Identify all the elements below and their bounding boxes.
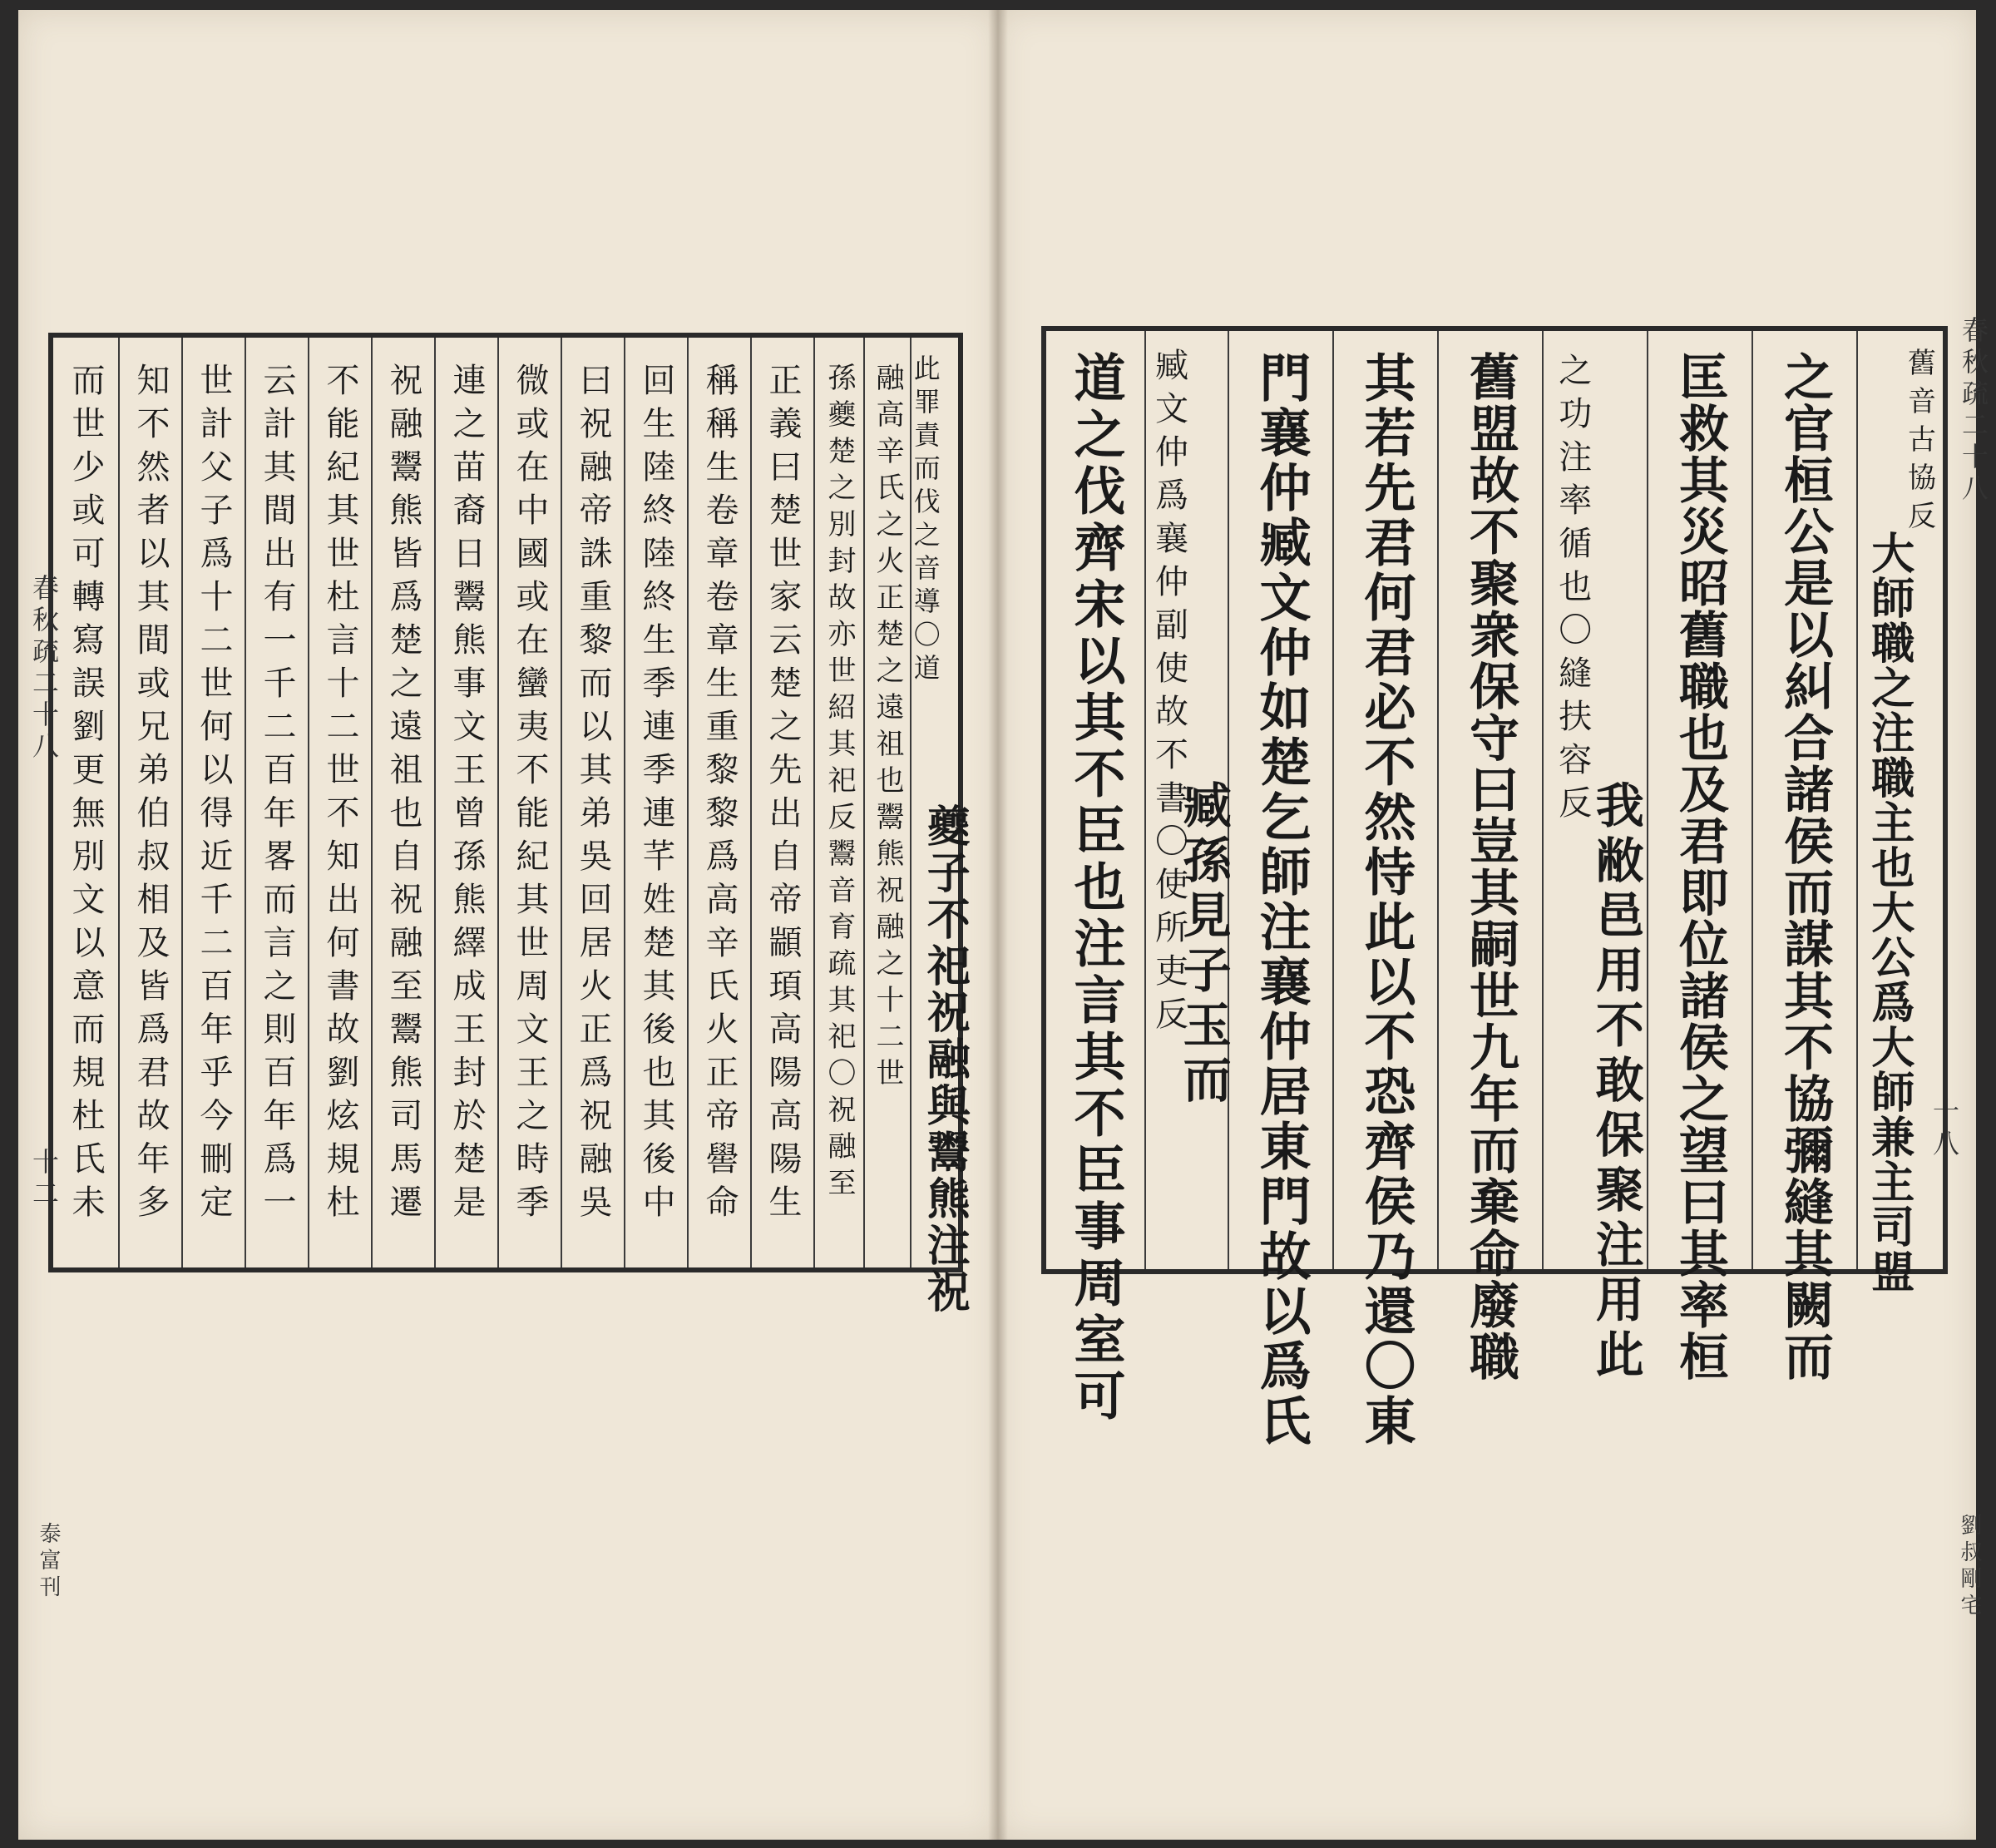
text-column: 孫夔楚之別封故亦世紹其祀反鬻音育疏其祀〇祝融至 [815,338,865,1267]
text-column-large: 此罪責而伐之音導〇道 夔子不祀祝融與鬻熊注祝 [909,354,971,1316]
text-column: 世計父子爲十二世何以得近千二百年乎今刪定 [183,338,246,1267]
right-margin-title: 春秋疏二十八 [1958,316,1989,506]
text-column: 臧文仲爲襄仲副使故不書〇使所吏反 臧孫見子玉而 [1146,331,1229,1269]
text-column: 不能紀其世杜言十二世不知出何書故劉炫規杜 [309,338,373,1267]
text-column-large: 舊盟故不聚衆保守曰豈其嗣世九年而棄命廢職 [1439,331,1544,1269]
text-column: 微或在中國或在蠻夷不能紀其世周文王之時季 [499,338,562,1267]
text-column-large: 匡救其災昭舊職也及君即位諸侯之望曰其率桓 [1648,331,1753,1269]
right-text-frame [1041,326,1948,1449]
text-column: 祝融鬻熊皆爲楚之遠祖也自祝融至鬻熊司馬遷 [373,338,436,1267]
text-column: 連之苗裔日鬻熊事文王曾孫熊繹成王封於楚是 [436,338,499,1267]
text-column: 回生陸終陸終生季連季連芊姓楚其後也其後中 [625,338,689,1267]
text-column-large: 門襄仲臧文仲如楚乞師注襄仲居東門故以爲氏 [1229,331,1334,1269]
text-column: 融高辛氏之火正楚之遠祖也鬻熊祝融之十二世 [865,338,912,1267]
text-column-large: 道之伐齊宋以其不臣也注言其不臣事周室可 [1046,331,1146,1269]
book-gutter [988,10,1008,1840]
text-column-large: 之官桓公是以糾合諸侯而謀其不協彌縫其闕而 [1753,331,1858,1269]
text-column: 稱稱生卷章卷章生重黎黎爲高辛氏火正帝嚳命 [689,338,752,1267]
right-publisher: 劉叔剛宅 [1957,1514,1982,1620]
left-folio: 十二 [28,1148,60,1211]
text-column: 云計其間出有一千二百年畧而言之則百年爲一 [246,338,309,1267]
left-margin-title: 春秋疏二十八 [28,574,60,763]
left-text-frame [48,333,971,1316]
text-column: 舊音古協反 大師職之注職主也大公爲大師兼主司盟 [1863,348,1936,1294]
text-column: 而世少或可轉寫誤劉更無別文以意而規杜氏未 [53,338,120,1267]
text-column: 知不然者以其間或兄弟伯叔相及皆爲君故年多 [120,338,183,1267]
right-folio: 十八 [1929,1098,1960,1161]
text-column: 正義曰楚世家云楚之先出自帝顓頊高陽高陽生 [752,338,815,1267]
left-publisher: 泰富刊 [36,1522,61,1602]
text-column: 之功注率循也〇縫扶容反 我敝邑用不敢保聚注用此 [1544,331,1648,1269]
text-column: 曰祝融帝誅重黎而以其弟吳回居火正爲祝融吳 [562,338,625,1267]
text-column-large: 其若先君何君必不然恃此以不恐齊侯乃還〇東 [1334,331,1439,1269]
